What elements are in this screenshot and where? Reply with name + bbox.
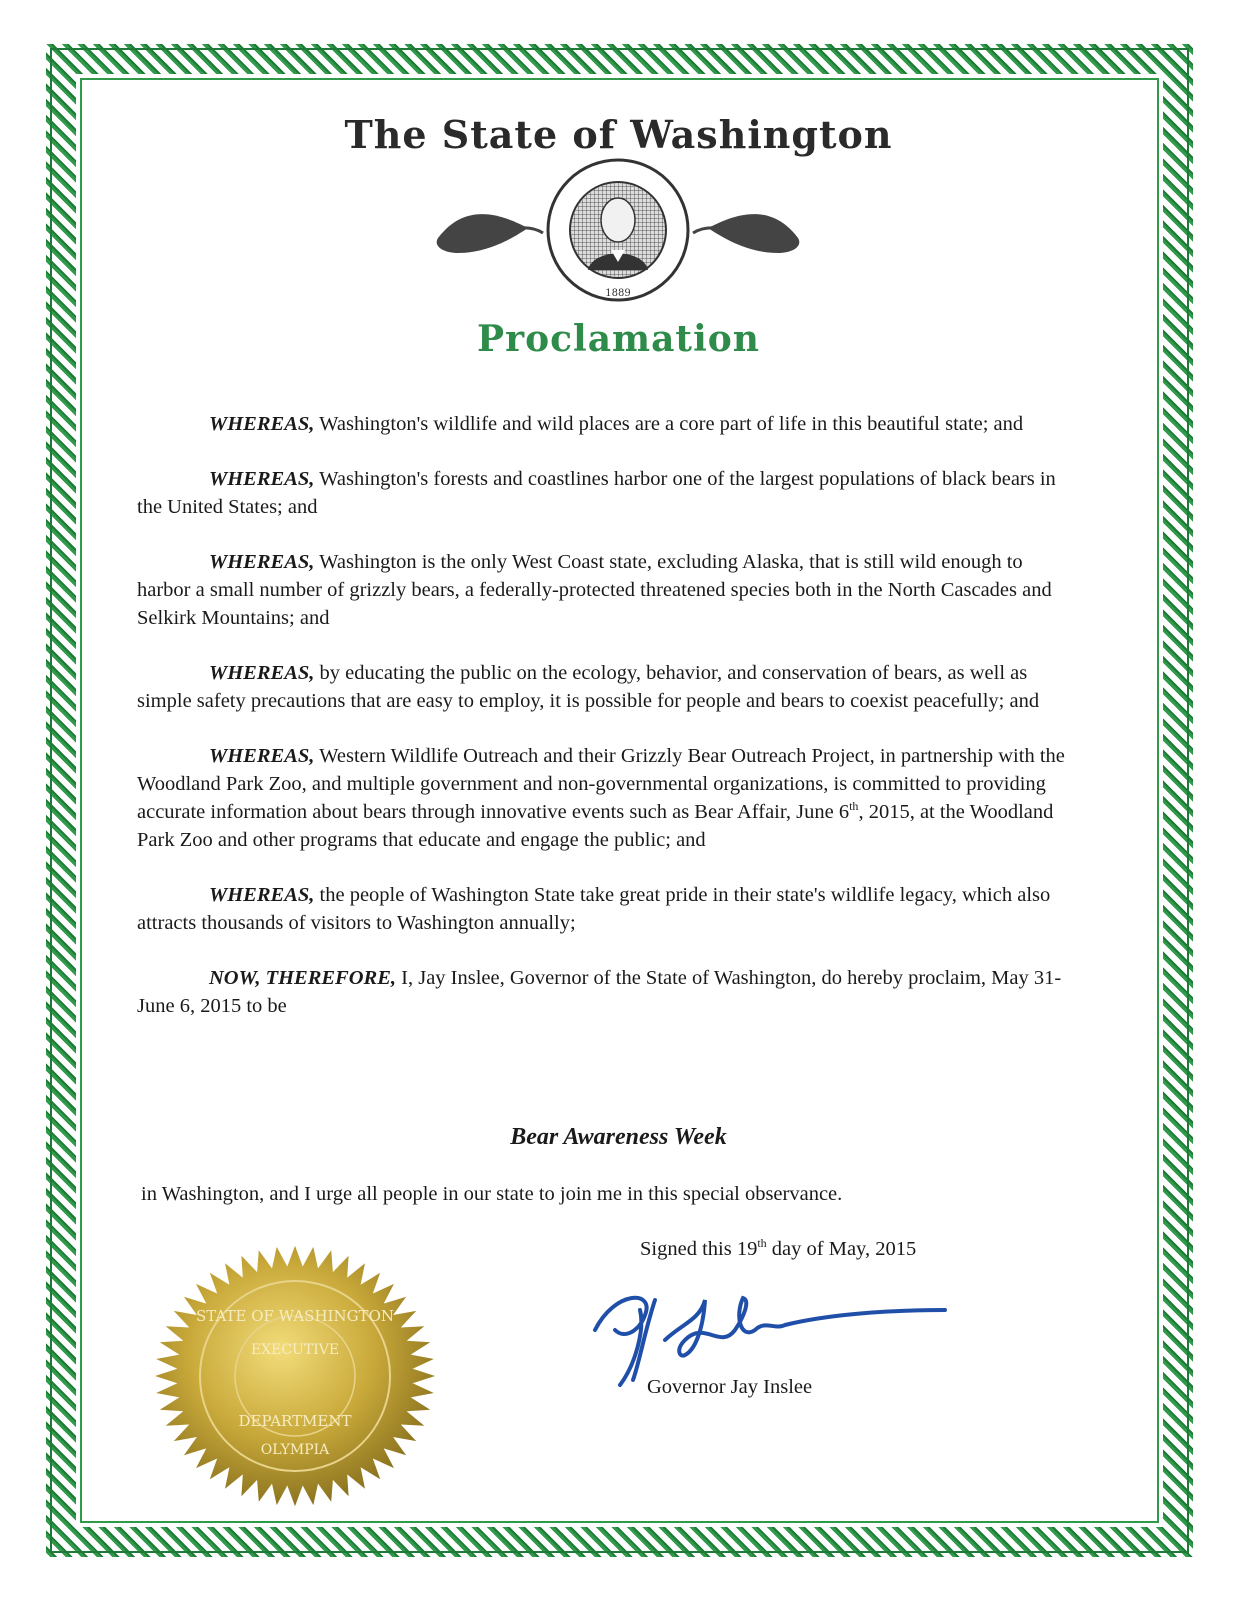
left-flourish-icon bbox=[437, 214, 528, 253]
svg-text:STATE OF WASHINGTON: STATE OF WASHINGTON bbox=[196, 1307, 394, 1325]
governor-name: Governor Jay Inslee bbox=[647, 1376, 813, 1398]
svg-text:1889: 1889 bbox=[605, 288, 631, 299]
proclamation-heading: Proclamation bbox=[477, 318, 760, 360]
svg-text:OLYMPIA: OLYMPIA bbox=[260, 1442, 330, 1458]
whereas-paragraph-5: WHEREAS, Western Wildlife Outreach and their Grizzly Bear Outreach Project, in partnership with the Woodland Park Zoo, and multiple government and non-governmental organizations, is committed to providing accurate information about bears through innovative events such as Bear Affair, June 6th, 2015, at the Woodland Park Zoo and other programs that educate and engage the public; and bbox=[137, 745, 1065, 851]
urge-statement: in Washington, and I urge all people in our state to join me in this special observance. bbox=[141, 1183, 843, 1205]
svg-text:DEPARTMENT: DEPARTMENT bbox=[238, 1412, 352, 1430]
whereas-paragraph-6: WHEREAS, the people of Washington State take great pride in their state's wildlife legacy, which also attracts thousands of visitors to Washington annually; bbox=[137, 884, 1051, 934]
right-flourish-icon bbox=[708, 214, 799, 253]
whereas-paragraph-4: WHEREAS, by educating the public on the ecology, behavior, and conservation of bears, as well as simple safety precautions that are easy to employ, it is possible for people and bears to coexist peacefully; and bbox=[137, 662, 1040, 712]
svg-text:EXECUTIVE: EXECUTIVE bbox=[250, 1342, 340, 1358]
whereas-paragraph-2: WHEREAS, Washington's forests and coastlines harbor one of the largest populations of black bears in the United States; and bbox=[137, 468, 1056, 518]
whereas-paragraph-3: WHEREAS, Washington is the only West Coast state, excluding Alaska, that is still wild enough to harbor a small number of grizzly bears, a federally-protected threatened species both in the North Cascades and Selkirk Mountains; and bbox=[137, 551, 1052, 629]
proclamation-body bbox=[137, 410, 1072, 1047]
state-title: The State of Washington bbox=[344, 112, 893, 157]
state-seal-emblem bbox=[418, 158, 818, 308]
gold-executive-seal-icon bbox=[145, 1236, 445, 1516]
signed-date: Signed this 19th day of May, 2015 bbox=[640, 1236, 917, 1260]
observance-title: Bear Awareness Week bbox=[510, 1124, 727, 1150]
therefore-paragraph: NOW, THEREFORE, I, Jay Inslee, Governor of the State of Washington, do hereby proclaim, May 31-June 6, 2015 to be bbox=[137, 967, 1062, 1017]
whereas-paragraph-1: WHEREAS, Washington's wildlife and wild places are a core part of life in this beautiful state; and bbox=[209, 413, 1024, 435]
